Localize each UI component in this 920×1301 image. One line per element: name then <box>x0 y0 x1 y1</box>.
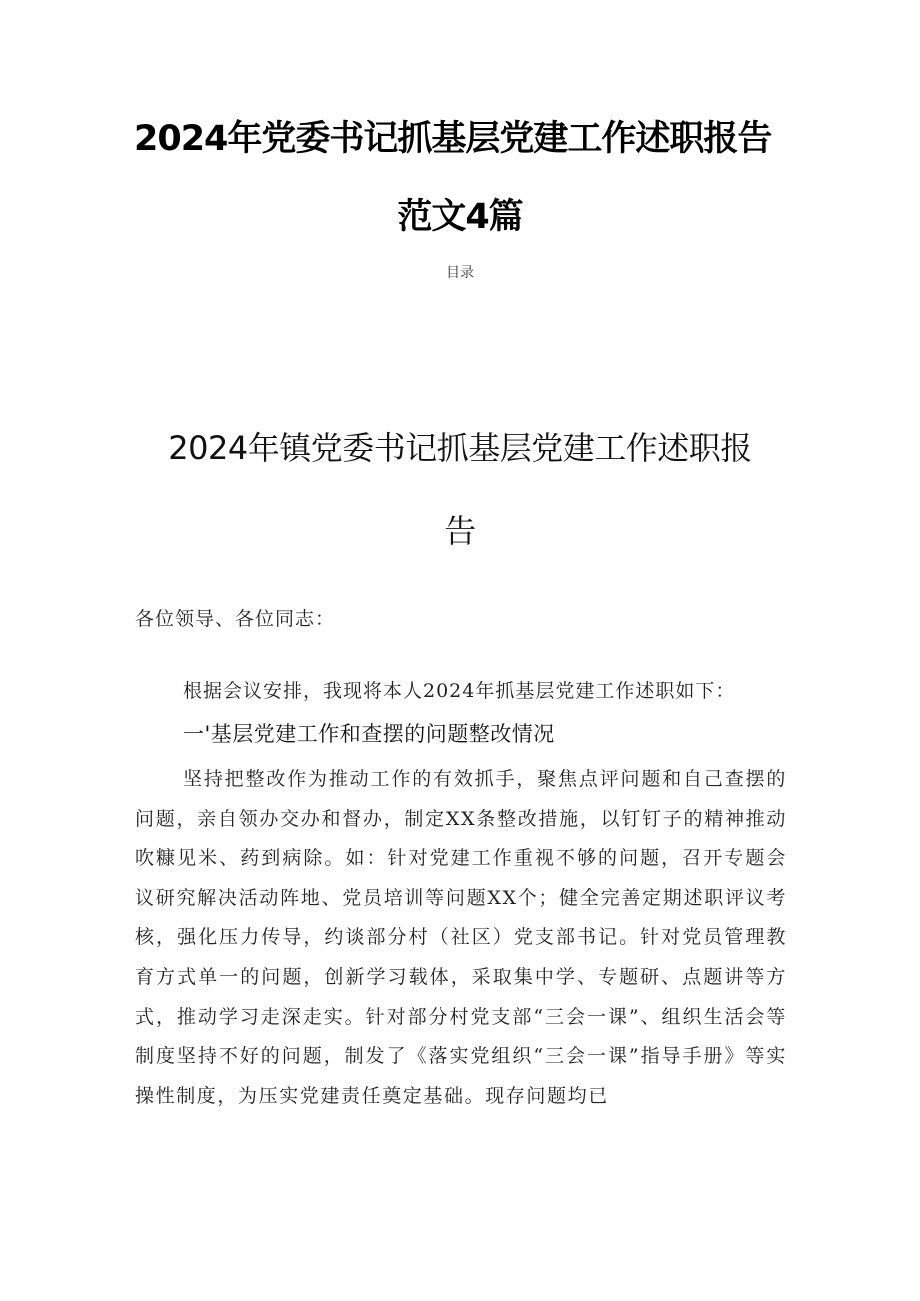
report-title-line2: 告 <box>444 512 476 550</box>
intro-paragraph: 根据会议安排，我现将本人2024年抓基层党建工作述职如下： <box>183 680 736 702</box>
document-title-line2: 范文4篇 <box>397 197 523 237</box>
toc-label: 目录 <box>446 265 474 281</box>
section-heading: 一'基层党建工作和查摆的问题整改情况 <box>183 722 555 746</box>
document-title-line1: 2024年党委书记抓基层党建工作述职报告 <box>134 119 772 159</box>
body-paragraph: 坚持把整改作为推动工作的有效抓手，聚焦点评问题和自己查摆的问题，亲自领办交办和督办，制定XX条整改措施，以钉钉子的精神推动吹糠见米、药到病除。如：针对党建工作重视不够的问题，召开专题会议研究解决活动阵地、党员培训等问题XX个；健全完善定期述职评议考核，强化压力传导，约谈部分村（社区）党支部书记。针对党员管理教育方式单一的问题，创新学习载体，采取集中学、专题研、点题讲等方式，推动学习走深走实。针对部分村党支部“三会一课”、组织生活会等制度坚持不好的问题，制发了《落实党组织“三会一课”指导手册》等实操性制度，为压实党建责任奠定基础。现存问题均已 <box>135 768 787 1107</box>
report-title-line1: 2024年镇党委书记抓基层党建工作述职报 <box>168 429 752 467</box>
salutation: 各位领导、各位同志： <box>135 608 336 630</box>
